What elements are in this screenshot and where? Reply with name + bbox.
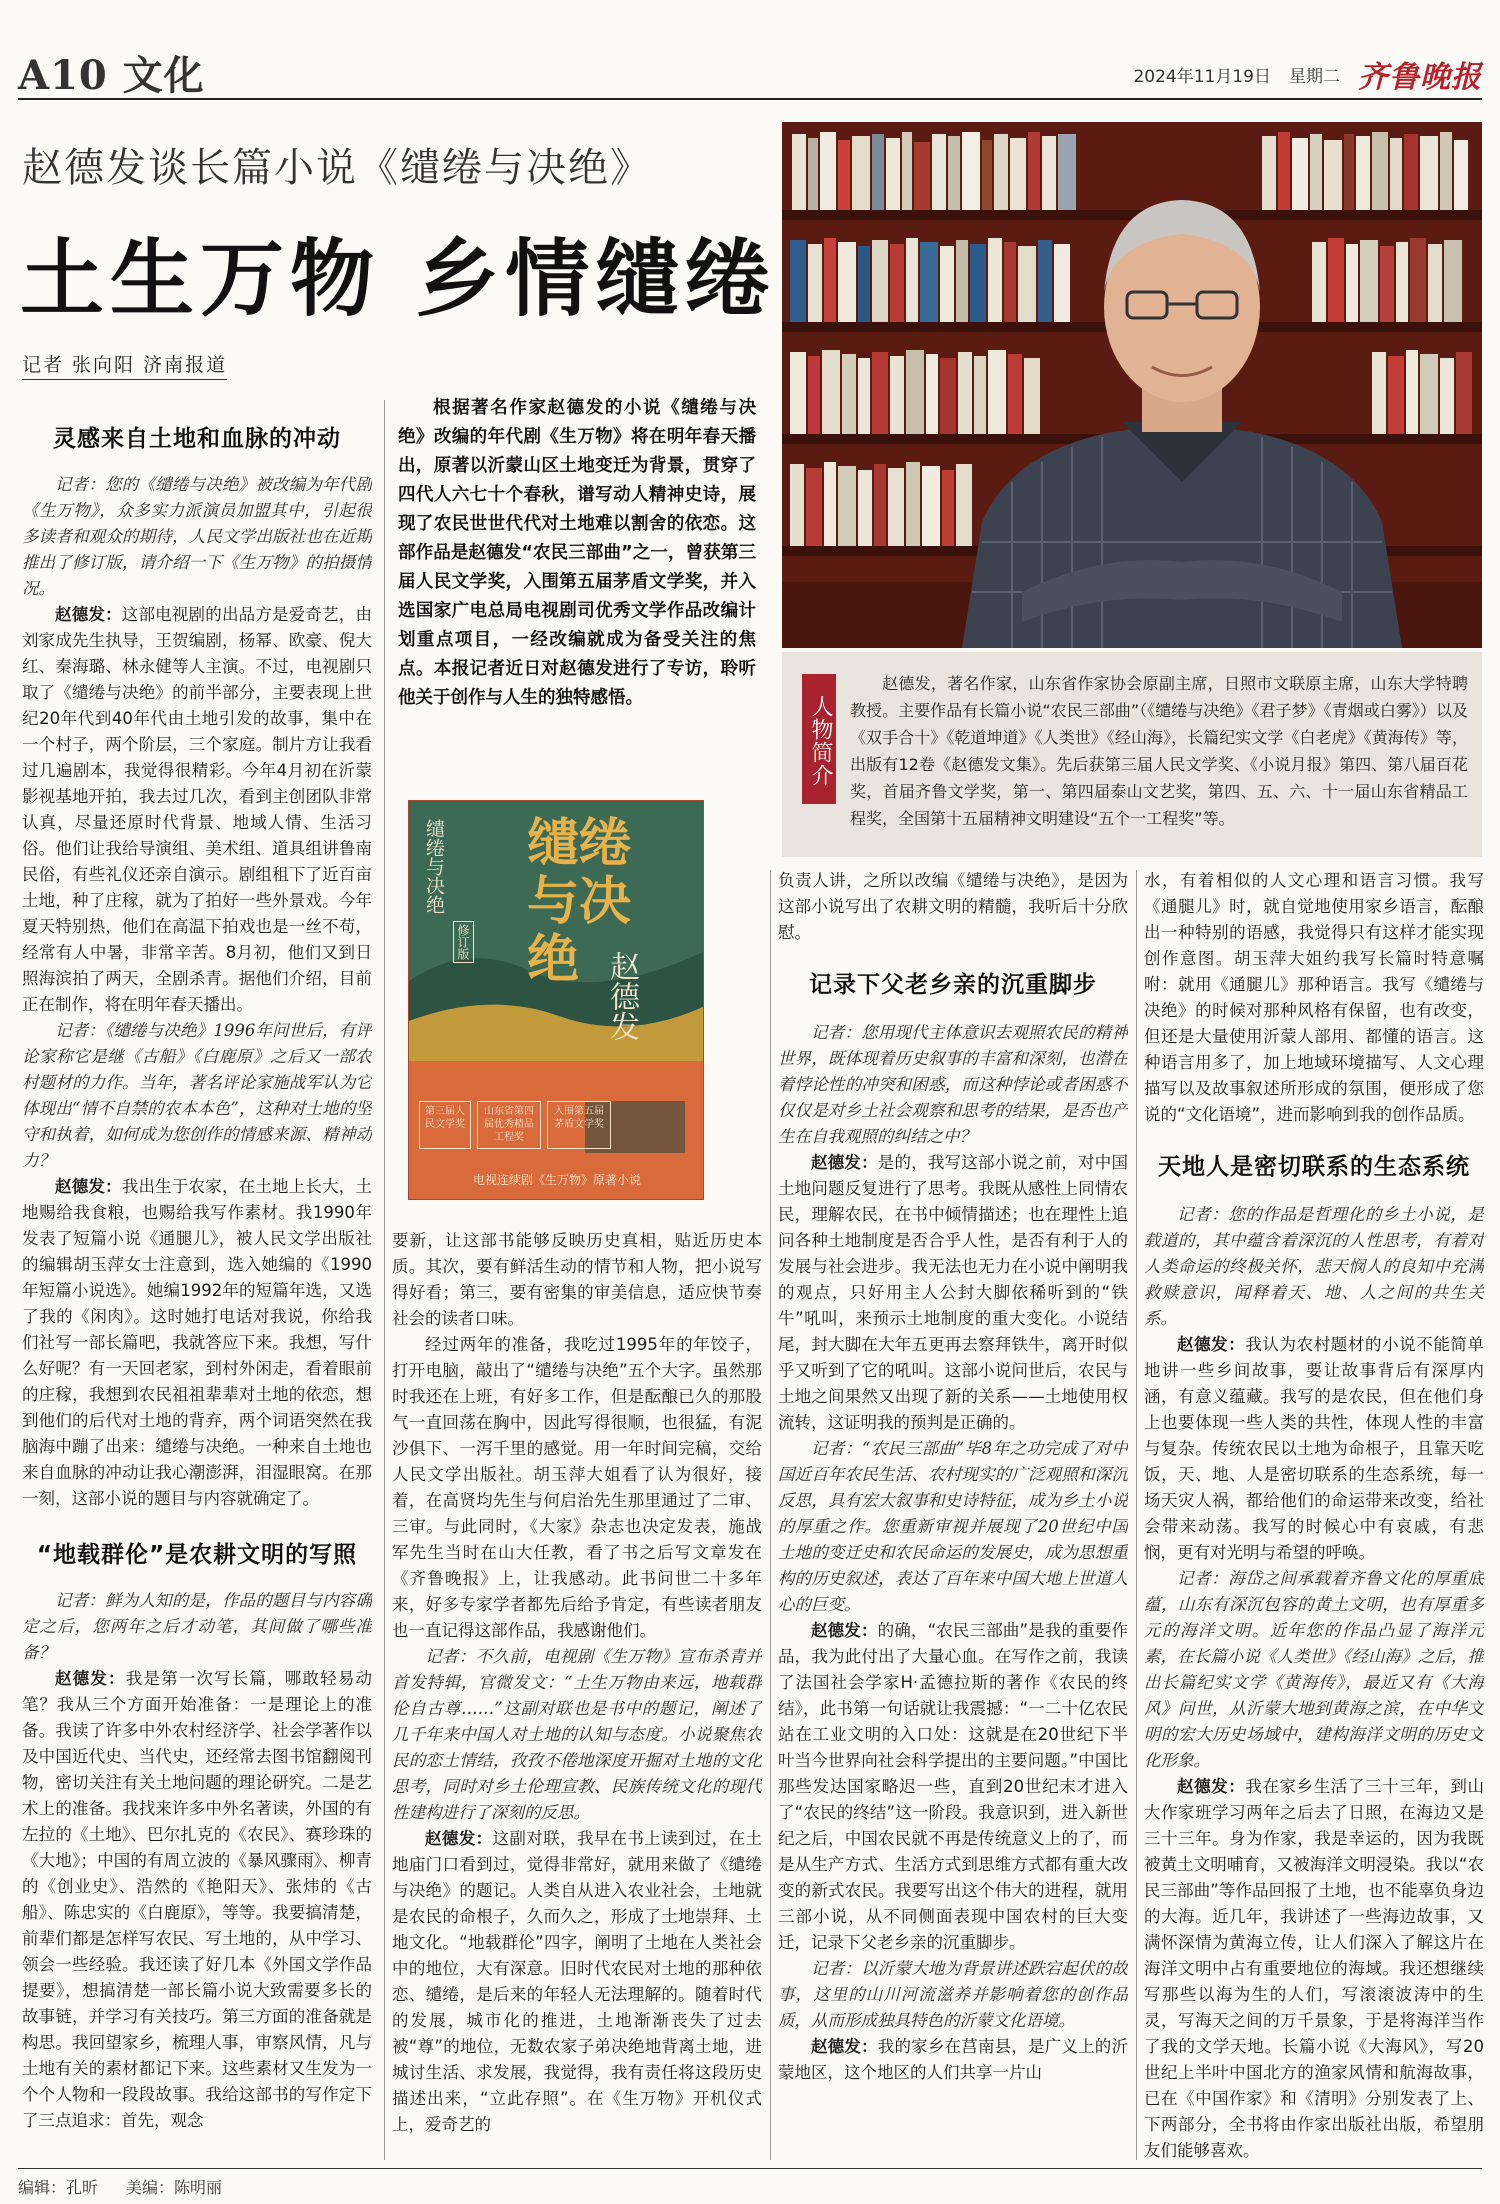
author-photo: [782, 122, 1482, 648]
answer-paragraph: [778, 1618, 1128, 1956]
section-heading-4: 天地人是密切联系的生态系统: [1158, 1154, 1470, 1180]
profile-tag: 人物简介: [802, 674, 836, 804]
profile-text: 赵德发，著名作家，山东省作家协会原副主席，日照市文联原主席，山东大学特聘教授。主要作品有长篇小说“农民三部曲”（《缱绻与决绝》《君子梦》《青烟或白雾》）以及《双手合十》《乾道坤道》《人类世》《经山海》，长篇纪实文学《白老虎》《黄海传》等，出版有12卷《赵德发文集》。先后获第三届人民文学奖、《小说月报》第四、第八届百花奖，首届齐鲁文学奖，第一、第四届泰山文艺奖，第四、五、六、十一届山东省精品工程奖，全国第十五届精神文明建设“五个一工程奖”等。: [850, 674, 1468, 828]
masthead-meta: [1133, 52, 1482, 96]
book-author: 赵德发: [604, 951, 639, 1041]
column-divider: [770, 870, 771, 2160]
answer-paragraph: [1144, 1774, 1484, 2163]
section-heading-1: 灵感来自土地和血脉的冲动: [53, 426, 341, 452]
author-photo-illustration: [782, 122, 1482, 648]
designer-credit: 美编：陈明丽: [126, 2178, 223, 2197]
speaker-label: 赵德发：: [55, 1669, 126, 1688]
question-paragraph: 记者：您用现代主体意识去观照农民的精神世界，既体现着历史叙事的丰富和深刻，也潜在着悖论性的冲突和困惑，而这种悖论或者困惑不仅仅是对乡土社会观察和思考的结果，是否也产生在自我观照的纠结之中？: [778, 1023, 1128, 1146]
book-badges: [419, 1101, 611, 1149]
continued-paragraph: 负责人讲，之所以改编《缱绻与决绝》，是因为这部小说写出了农耕文明的精髓，我听后十分欣慰。: [778, 871, 1128, 942]
book-edition: 修订版: [453, 921, 474, 963]
speaker-label: 赵德发：: [1177, 1777, 1246, 1796]
answer-text: 这部电视剧的出品方是爱奇艺，由刘家成先生执导，王贺编剧，杨幂、欧豪、倪大红、秦海璐、林永健等人主演。不过，电视剧只取了《缱绻与决绝》的前半部分，主要表现上世纪20年代到40年代由土地引发的故事，集中在一个村子，两个阶层，三个家庭。制片方让我看过几遍剧本，我觉得很精彩。今年4月初在沂蒙影视基地开拍，我去过几次，看到主创团队非常认真，尽量还原时代背景、地域人情、生活习俗。他们让我给导演组、美术组、道具组讲鲁南民俗，有些礼仪还亲自演示。剧组租下了近百亩土地，种了庄稼，就为了拍好一些外景戏。今年夏天特别热，他们在高温下拍戏也是一丝不苟，经常有人中暑，非常辛苦。8月初，他们又到日照海滨拍了两天，全剧杀青。据他们介绍，目前正在制作，将在明年春天播出。: [22, 605, 372, 1014]
article-intro: 根据著名作家赵德发的小说《缱绻与决绝》改编的年代剧《生万物》将在明年春天播出，原著以沂蒙山区土地变迁为背景，贯穿了四代人六七十个春秋，谱写动人精神史诗，展现了农民世世代代对土地难以割舍的依恋。这部作品是赵德发“农民三部曲”之一，曾获第三届人民文学奖，入围第五届茅盾文学奖，并入选国家广电总局电视剧司优秀文学作品改编计划重点项目，一经改编就成为备受关注的焦点。本报记者近日对赵德发进行了专访，聆听他关于创作与人生的独特感悟。: [398, 398, 756, 708]
answer-text: 是的，我写这部小说之前，对中国土地问题反复进行了思考。我既从感性上同情农民，理解农民，在书中倾情描述；也在理性上追问各种土地制度是否合乎人性，是否有利于人的发展与社会进步。我无法也无力在小说中阐明我的观点，只好用主人公封大脚依稀听到的“铁牛”吼叫，来预示土地制度的重大变化。小说结尾，封大脚在大年五更再去察拜铁牛，离开时似乎又听到了它的吼叫。这部小说问世后，农民与土地之间果然又出现了新的关系——土地使用权流转，这证明我的预判是正确的。: [778, 1153, 1128, 1432]
issue-weekday: 星期二: [1289, 66, 1340, 87]
answer-text: 我出生于农家，在土地上长大，土地赐给我食粮，也赐给我写作素材。我1990年发表了短篇小说《通腿儿》，被人民文学出版社的编辑胡玉萍女士注意到，选入她编的《1990年短篇小说选》。她编1992年的短篇年选，又选了我的《闲肉》。这时她打电话对我说，你给我们社写一部长篇吧，我就答应下来。我想，写什么好呢？有一天回老家，到村外闲走，看着眼前的庄稼，我想到农民祖祖辈辈对土地的依恋，想到他们的后代对土地的背弃，两个词语突然在我脑海中蹦了出来：缱绻与决绝。一种来自土地也来自血脉的冲动让我心潮澎湃，泪湿眼窝。在那一刻，这部小说的题目与内容就确定了。: [22, 1177, 372, 1508]
book-bottom-note: 电视连续剧《生万物》原著小说: [472, 1173, 641, 1187]
answer-text: 我的家乡在莒南县，是广义上的沂蒙地区，这个地区的人们共享一片山: [778, 2037, 1128, 2082]
answer-text: 我认为农村题材的小说不能简单地讲一些乡间故事，要让故事背后有深厚内涵，有意义蕴藏。我写的是农民，但在他们身上也要体现一些人类的共性，体现人性的丰富与复杂。传统农民以土地为命根子，且靠天吃饭，天、地、人是密切联系的生态系统，每一场天灾人祸，都给他们的命运带来改变，给社会带来动荡。我写的时候心中有哀戚，有悲悯，更有对光明与希望的呼唤。: [1144, 1335, 1484, 1562]
newspaper-logo: 齐鲁晚报: [1358, 60, 1482, 95]
article-subhead: 赵德发谈长篇小说《缱绻与决绝》: [22, 145, 652, 191]
question-paragraph: 记者：《缱绻与决绝》1996年问世后，有评论家称它是继《古船》《白鹿原》之后又一部农村题材的力作。当年，著名评论家施战军认为它体现出“情不自禁的农本本色”，这种对土地的坚守和执着，如何成为您创作的情感来源、精神动力？: [22, 1021, 372, 1170]
column-4: [1144, 868, 1484, 2163]
speaker-label: 赵德发：: [811, 2037, 878, 2056]
answer-paragraph: [778, 2034, 1128, 2086]
question-paragraph: 记者：您的《缱绻与决绝》被改编为年代剧《生万物》，众多实力派演员加盟其中，引起很多读者和观众的期待，人民文学出版社也在近期推出了修订版，请介绍一下《生万物》的拍摄情况。: [22, 475, 372, 598]
book-badge: 入围第五届茅盾文学奖: [547, 1101, 611, 1149]
speaker-label: 赵德发：: [811, 1153, 878, 1172]
book-badge: 第三届人民文学奖: [419, 1101, 471, 1149]
author-profile-box: [782, 652, 1482, 857]
question-paragraph: 记者：海岱之间承载着齐鲁文化的厚重底蕴，山东有深沉包容的黄土文明，也有厚重多元的海洋文明。近年您的作品凸显了海洋元素，在长篇小说《人类世》《经山海》之后，推出长篇纪实文学《黄海传》，最近又有《大海风》问世，从沂蒙大地到黄海之滨，在中华文明的宏大历史场域中，建构海洋文明的历史文化形象。: [1144, 1569, 1484, 1770]
page-footer: [18, 2168, 1482, 2198]
answer-paragraph: [22, 1174, 372, 1512]
speaker-label: 赵德发：: [425, 1829, 493, 1848]
column-divider: [1136, 870, 1137, 2160]
editor-credit: 编辑：孔昕: [18, 2178, 99, 2197]
book-title-large: 缱绻与决绝: [527, 813, 632, 990]
speaker-label: 赵德发：: [1177, 1335, 1246, 1354]
continued-paragraph: 水，有着相似的人文心理和语言习惯。我写《通腿儿》时，就自觉地使用家乡语言，酝酿出一种特别的语感，我觉得只有这样才能实现创作意图。胡玉萍大姐约我写长篇时特意嘱咐：就用《通腿儿》那种语言。我写《缱绻与决绝》的时候对那种风格有保留，也有改变，但还是大量使用沂蒙人部用、都懂的语言。这种语言用多了，加上地域环境描写、人文心理描写以及故事叙述所形成的氛围，便形成了您说的“文化语境”，进而影响到我的创作品质。: [1144, 871, 1484, 1124]
book-badge: 山东省第四届优秀精品工程奖: [477, 1101, 541, 1149]
article-headline: 土生万物 乡情缱绻: [20, 230, 776, 328]
masthead: [18, 38, 1482, 100]
column-2: [392, 1228, 762, 2163]
answer-text: 的确，“农民三部曲”是我的重要作品，我为此付出了大量心血。在写作之前，我读了法国社会学家H·孟德拉斯的著作《农民的终结》，此书第一句话就让我震撼：“一二十亿农民站在工业文明的入口处：这就是在20世纪下半叶当今世界向社会科学提出的主要问题。”中国比那些发达国家略迟一些，直到20世纪末才进入了“农民的终结”这一阶段。我意识到，进入新世纪之后，中国农民就不再是传统意义上的了，而是从生产方式、生活方式到思维方式都有重大改变的新式农民。我要写出这个伟大的进程，就用三部小说，从不同侧面表现中国农村的巨大变迁，记录下父老乡亲的沉重脚步。: [778, 1621, 1128, 1952]
answer-paragraph: [778, 1150, 1128, 1436]
question-paragraph: 记者：您的作品是哲理化的乡土小说，是载道的，其中蕴含着深沉的人性思考，有着对人类命运的终极关怀，悲天悯人的良知中充满救赎意识，闻释着天、地、人之间的共生关系。: [1144, 1205, 1484, 1328]
continued-paragraph: 要新，让这部书能够反映历史真相，贴近历史本质。其次，要有鲜活生动的情节和人物，把小说写得好看；第三，要有密集的审美信息，适应快节奏社会的读者口味。: [392, 1231, 762, 1328]
answer-text: 这副对联，我早在书上读到过，在土地庙门口看到过，觉得非常好，就用来做了《缱绻与决绝》的题记。人类自从进入农业社会，土地就是农民的命根子，久而久之，形成了土地崇拜、土地文化。“地载群伦”四字，阐明了土地在人类社会中的地位，大有深意。旧时代农民对土地的那种依恋、缱绻，是后来的年轻人无法理解的。随着时代的发展，城市化的推进，土地渐渐丧失了过去被“尊”的地位，无数农家子弟决绝地背离土地，进城讨生活、求发展，我觉得，我有责任将这段历史描述出来，“立此存照”。在《生万物》开机仪式上，爱奇艺的: [392, 1829, 762, 2134]
answer-paragraph: [22, 1666, 372, 2134]
body-paragraph: 经过两年的准备，我吃过1995年的年饺子，打开电脑，敲出了“缱绻与决绝”五个大字。虽然那时我还在上班，有好多工作，但是酝酿已久的那股气一直回荡在胸中，因此写得很顺，也很猛，有泥沙俱下、一泻千里的感觉。用一年时间完稿，交给人民文学出版社。胡玉萍大姐看了认为很好，接着，在高贤均先生与何启治先生那里通过了二审、三审。与此同时，《大家》杂志也决定发表，施战军先生当时在山大任教，看了书之后写文章发在《齐鲁晚报》上，让我感动。此书问世二十多年来，好多专家学者都先后给予肯定，有些读者朋友也一直记得这部作品，我感谢他们。: [392, 1335, 762, 1640]
answer-paragraph: [392, 1826, 762, 2138]
speaker-label: 赵德发：: [55, 1177, 122, 1196]
answer-text: 我在家乡生活了三十三年，到山大作家班学习两年之后去了日照，在海边又是三十三年。身为作家，我是幸运的，因为我既被黄土文明哺育，又被海洋文明浸染。我以“农民三部曲”等作品回报了土地，也不能辜负身边的大海。近几年，我讲述了一些海边故事，又满怀深情为黄海立传，让人们深入了解这片在海洋文明中占有重要地位的海域。我还想继续写那些以海为生的人们，写滚滚波涛中的生灵，写海天之间的万千景象，于是将海洋当作了我的文学天地。长篇小说《大海风》，写20世纪上半叶中国北方的渔家风情和航海故事，已在《中国作家》和《清明》分别发表了上、下两部分，全书将由作家出版社出版，希望朋友们能够喜欢。: [1144, 1777, 1484, 2160]
question-paragraph: 记者：不久前，电视剧《生万物》宣布杀青并首发特辑，官微发文：“土生万物由来远，地载群伦自古尊……”这副对联也是书中的题记，阐述了几千年来中国人对土地的认知与态度。小说聚焦农民的恋土情结，孜孜不倦地深度开掘对土地的文化思考，同时对乡土伦理宣教、民族传统文化的现代性建构进行了深刻的反思。: [392, 1647, 762, 1822]
answer-paragraph: [1144, 1332, 1484, 1566]
question-paragraph: 记者：“农民三部曲”毕8年之功完成了对中国近百年农民生活、农村现实的广泛观照和深沉反思，具有宏大叙事和史诗特征，成为乡土小说的厚重之作。您重新审视并展现了20世纪中国土地的变迁史和农民命运的发展史，成为思想重构的历史叙述，表达了百年来中国大地上世道人心的巨变。: [778, 1439, 1128, 1614]
book-title-small: 缱绻与决绝: [423, 819, 445, 914]
question-paragraph: 记者：鲜为人知的是，作品的题目与内容确定之后，您两年之后才动笔，其间做了哪些准备？: [22, 1591, 372, 1662]
answer-paragraph: [22, 602, 372, 1018]
question-paragraph: 记者：以沂蒙大地为背景讲述跌宕起伏的故事，这里的山川河流滋养并影响着您的创作品质，从而形成独具特色的沂蒙文化语境。: [778, 1959, 1128, 2030]
section-heading-3: 记录下父老乡亲的沉重脚步: [809, 972, 1097, 998]
speaker-label: 赵德发：: [811, 1621, 878, 1640]
column-divider: [384, 400, 385, 2160]
section-heading-2: “地载群伦”是农耕文明的写照: [36, 1542, 358, 1568]
column-3: [778, 868, 1128, 2163]
book-cover: [408, 800, 704, 1200]
answer-text: 我是第一次写长篇，哪敢轻易动笔？我从三个方面开始准备：一是理论上的准备。我读了许多中外农村经济学、社会学著作以及中国近代史、当代史，还经常去图书馆翻阅刊物，密切关注有关土地问题的理论研究。二是艺术上的准备。我找来许多中外名著读，外国的有左拉的《土地》、巴尔扎克的《农民》、赛珍珠的《大地》；中国的有周立波的《暴风骤雨》、柳青的《创业史》、浩然的《艳阳天》、张炜的《古船》、陈忠实的《白鹿原》，等等。我要搞清楚，前辈们都是怎样写农民、写土地的，从中学习、领会一些经验。我还读了好几本《外国文学作品提要》，想搞清楚一部长篇小说大致需要多长的故事链，并学习有关技巧。第三方面的准备就是构思。我回望家乡，梳理人事，审察风情，凡与土地有关的素材都记下来。这些素材又生发为一个个人物和一段段故事。我给这部书的写作定下了三点追求：首先，观念: [22, 1669, 372, 2130]
issue-date: 2024年11月19日: [1133, 66, 1271, 87]
page-code: A10 文化: [18, 52, 205, 99]
column-1: [22, 408, 372, 2163]
speaker-label: 赵德发：: [55, 605, 122, 624]
article-byline: 记者 张向阳 济南报道: [22, 350, 227, 380]
